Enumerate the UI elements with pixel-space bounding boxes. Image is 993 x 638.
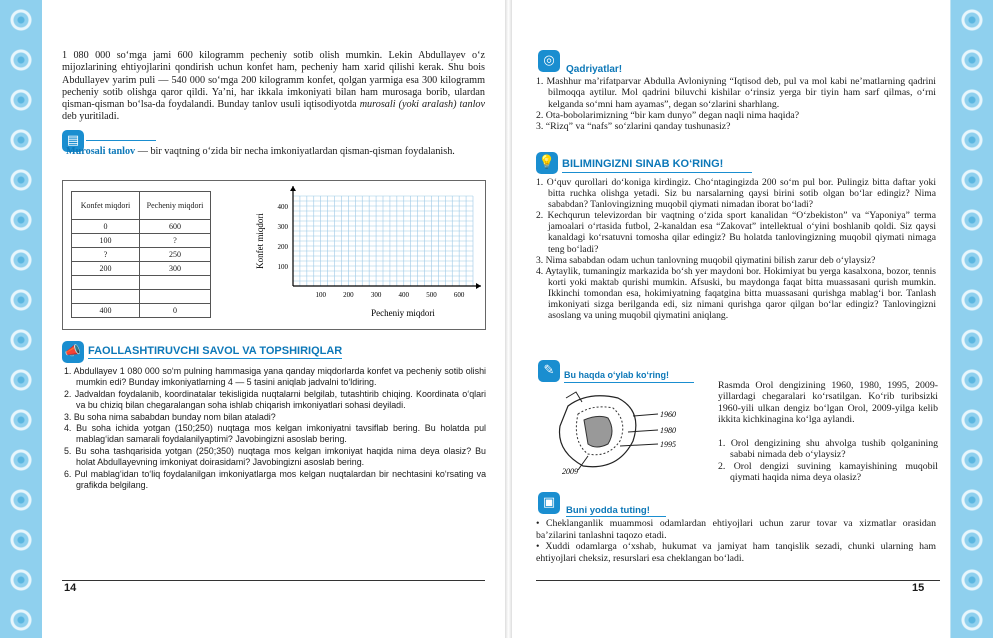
table-cell [72, 276, 140, 290]
task-item: 2. Jadvaldan foydalanib, koordinatalar tekisligida nuqtalarni belgilab, tutashtirib chiqing. Koordinata o‘qlari va bu chiziq bilan chegaralangan soha ishlab chiqarish imkoniyatlari sohasi deyiladi. [64, 388, 486, 411]
tasks-list [64, 366, 486, 491]
target-icon: ◎ [538, 50, 560, 72]
x-tick-label: 600 [453, 291, 465, 299]
values-title: Qadriyatlar! [566, 64, 623, 75]
intro-paragraph: 1 080 000 so‘mga jami 600 kilogramm pecheniy sotib olish mumkin. Lekin Abdullayev o‘z mijozlarining ehtiyojlarini qondirish uchun konfet ham, pecheniy ham xarid qilishi kerak. Shu bois Abdullayev yarim puli — 540 000 so‘mga 200 kilogramm konfet, qolgan yarmiga esa 300 kilogramm pecheniy sotib olishga qaror qildi. Ya’ni, har ikkala imkoniyati bilan ham murosaga borib, ulardan qisman-qisman bo‘lsa-da foydalandi. Bunday tanlov usuli iqtisodiyotda murosali (yoki aralash) tanlov deb yuritiladi. [62, 50, 486, 123]
task-item: 3. Bu soha nima sababdan bunday nom bilan ataladi? [64, 411, 276, 422]
y-tick-label: 200 [277, 243, 288, 251]
think-title-rule [564, 382, 694, 383]
test-item: 1. O‘quv qurollari do‘koniga kirdingiz. Cho‘ntagingizda 200 so‘m pul bor. Pulingiz bitta daftar yoki bitta ruchka olishga yetadi. Siz bu narsalarning qaysi birini sotib olgan bo‘lar edingiz? Nima sababdan? Tanlovingizning muqobil qiymati nimadan iborat bo‘ladi? [536, 177, 936, 211]
table-row [72, 276, 211, 290]
table-cell [140, 290, 211, 304]
test-item: 2. Kechqurun televizordan bir vaqtning o‘zida sport kanalidan “O‘zbekiston” va “Yaponiya” terma jamoalari o‘rtasida futbol, 2-kanaldan esa “Zakovat” intellektual o‘yini boshlanib qoldi. Siz qaysi kanaldagi ko‘rsatuvni tomosha qilar edingiz? Bu holatda tanlovingizning muqobil qiymati nimaga teng bo‘ladi? [536, 210, 936, 255]
table-cell: 400 [72, 304, 140, 318]
map-year-1980: 1980 [660, 426, 676, 435]
page-left [42, 0, 505, 638]
remember-item: • Xuddi odamlarga o‘xshab, hukumat va jamiyat ham tanqislik sezadi, chunki ularning ham ehtiyojlari cheksiz, resurslari esa cheklangan bo‘ladi. [536, 541, 936, 564]
table-row [72, 290, 211, 304]
table-chart-frame [62, 180, 486, 330]
remember-title: Buni yodda tuting! [566, 505, 650, 516]
lightbulb-icon: 💡 [536, 152, 558, 174]
definition-rule [86, 140, 156, 141]
x-axis-arrow [476, 283, 481, 289]
think-question-item: 2. Orol dengizi suvining kamayishining muqobil qiymati haqida nima deya olasiz? [718, 460, 938, 484]
production-possibility-chart [253, 186, 483, 326]
x-tick-label: 200 [343, 291, 354, 299]
table-row [72, 248, 211, 262]
think-question-item: 1. Orol dengizining shu ahvolga tushib qolganining sababi nimada deb o‘ylaysiz? [718, 438, 938, 461]
table-cell: 0 [72, 220, 140, 234]
remember-item: • Cheklanganlik muammosi odamlardan ehtiyojlari uchun zarur tovar va xizmatlar orasidan ba’zilarini tanlashni taqozo etadi. [536, 518, 936, 541]
task-item: 5. Bu soha tashqarisida yotgan (250;350) nuqtaga mos kelgan imkoniyat haqida nima deya olasiz? Bu holat Abdullayevning imkoniyat doirasidami? Javobingizni asoslab bering. [64, 445, 486, 468]
think-title: Bu haqda o‘ylab ko‘ring! [564, 370, 670, 380]
page-number-right: 15 [912, 582, 925, 594]
test-list [536, 177, 936, 321]
definition-term: Murosali tanlov [66, 146, 136, 157]
page-number-left: 14 [64, 582, 77, 594]
x-tick-label: 300 [370, 291, 382, 299]
think-text: Rasmda Orol dengizining 1960, 1980, 1995, 2009-yillardagi chegaralari ko‘rsatilgan. Ko‘rib turibsizki 1960-yili ulkan dengiz bo‘lgan Orol, 2009-yilga kelib ikkita kichkinagina ko‘lga aylandi. [718, 380, 938, 426]
page-right [512, 0, 950, 638]
task-item: 4. Bu soha ichida yotgan (150;250) nuqtaga mos kelgan imkoniyatni tavsiflab bering. Bu holatda pul mablag‘idan samarali foydalanilyaptimi? Javobingizni asoslab bering. [64, 423, 486, 445]
values-list [536, 76, 936, 132]
table-cell [72, 290, 140, 304]
task-item: 6. Pul mablag‘idan to‘liq foydalanilgan imkoniyatlarga mos kelgan nuqtalardan bir nechtasini ko‘rsating va grafikda belgilang. [64, 468, 486, 491]
table-cell: 600 [140, 220, 211, 234]
table-row [72, 304, 211, 318]
map-year-1995: 1995 [660, 440, 676, 449]
left-decorative-border [0, 0, 42, 638]
table-cell: 0 [140, 304, 211, 318]
table-cell: ? [140, 234, 211, 248]
table-cell: 100 [72, 234, 140, 248]
value-item: 1. Mashhur ma’rifatparvar Abdulla Avloniyning “Iqtisod deb, pul va mol kabi ne’matlarning qadrini bilmoqqa aytilur. Mol qadrini biluvchi kishilar o‘rinsiz yerga bir tiyin ham sarf qilmas, o‘rni kelganda so‘mni ham ayamas”, degan so‘zlarini sharhlang. [536, 76, 936, 110]
y-axis-label: Konfet miqdori [255, 213, 265, 269]
y-axis-arrow [290, 186, 296, 191]
y-tick-label: 300 [277, 223, 288, 231]
tasks-title: FAOLLASHTIRUVCHI SAVOL VA TOPSHIRIQLAR [88, 345, 343, 357]
footer-rule-right [536, 580, 940, 581]
table-row [72, 234, 211, 248]
table-header-pecheniy: Pecheniy miqdori [140, 192, 211, 220]
remember-list [536, 518, 936, 564]
x-tick-label: 100 [315, 291, 326, 299]
table-row [72, 262, 211, 276]
map-year-1960: 1960 [660, 410, 676, 419]
x-axis-label: Pecheniy miqdori [371, 308, 435, 318]
book-icon: ▤ [62, 130, 84, 152]
table-cell: 250 [140, 248, 211, 262]
pencil-icon: ✎ [538, 360, 560, 382]
think-questions [718, 438, 938, 484]
x-tick-label: 500 [426, 291, 437, 299]
intro-emphasis: murosali (yoki aralash) tanlov [359, 99, 486, 111]
task-item: 1. Abdullayev 1 080 000 so‘m pulning hammasiga yana qanday miqdorlarda konfet va pecheniy sotib olishi mumkin edi? Bunday imkoniyatlarning 4 — 5 tasini aniqlab jadvalni to‘ldiring. [64, 366, 486, 388]
x-tick-label: 400 [398, 291, 410, 299]
table-row [72, 220, 211, 234]
aral-sea-map [548, 386, 698, 482]
data-table [71, 191, 211, 318]
book-spine [505, 0, 512, 638]
definition-text: Murosali tanlov — bir vaqtning o‘zida bir necha imkoniyatlardan qisman-qisman foydalanish. [66, 146, 455, 157]
table-header-konfet: Konfet miqdori [72, 192, 140, 220]
megaphone-icon: 📣 [62, 341, 84, 363]
map-year-2009: 2009 [562, 467, 578, 476]
briefcase-icon: ▣ [538, 492, 560, 514]
right-decorative-border [951, 0, 993, 638]
table-cell: ? [72, 248, 140, 262]
test-title: BILIMINGIZNI SINAB KO‘RING! [562, 158, 724, 170]
table-cell: 200 [72, 262, 140, 276]
value-item: 3. “Rizq” va “nafs” so‘zlarini qanday tushunasiz? [536, 121, 731, 133]
test-item: 3. Nima sababdan odam uchun tanlovning muqobil qiymatini bilish zarur deb o‘ylaysiz? [536, 254, 876, 266]
table-cell: 300 [140, 262, 211, 276]
remember-title-rule [566, 516, 666, 517]
test-title-rule [562, 172, 752, 173]
tasks-title-rule [88, 358, 342, 359]
table-cell [140, 276, 211, 290]
value-item: 2. Ota-bobolarimizning “bir kam dunyo” degan naqli nima haqida? [536, 109, 800, 121]
footer-rule [62, 580, 485, 581]
test-item: 4. Aytaylik, tumaningiz markazida bo‘sh yer maydoni bor. Hokimiyat bu yerga kasalxona, bozor, tennis korti yoki maktab qurishi mumkin. Afsuski, bu maydonga faqat bitta muassasani qurish mumkin. Ikkinchi tomondan esa, hokimiyatning faqatgina bitta muassasani qurishga mablag‘i bor. Tanlash imkoniyati sizga berilganda edi, siz nimani qurishga qaror qilgan bo‘lar edingiz? Tanlovingizni asoslang va uning muqobil qiymatini aniqlang. [536, 265, 936, 322]
y-tick-label: 100 [277, 263, 288, 271]
y-tick-label: 400 [277, 203, 288, 211]
